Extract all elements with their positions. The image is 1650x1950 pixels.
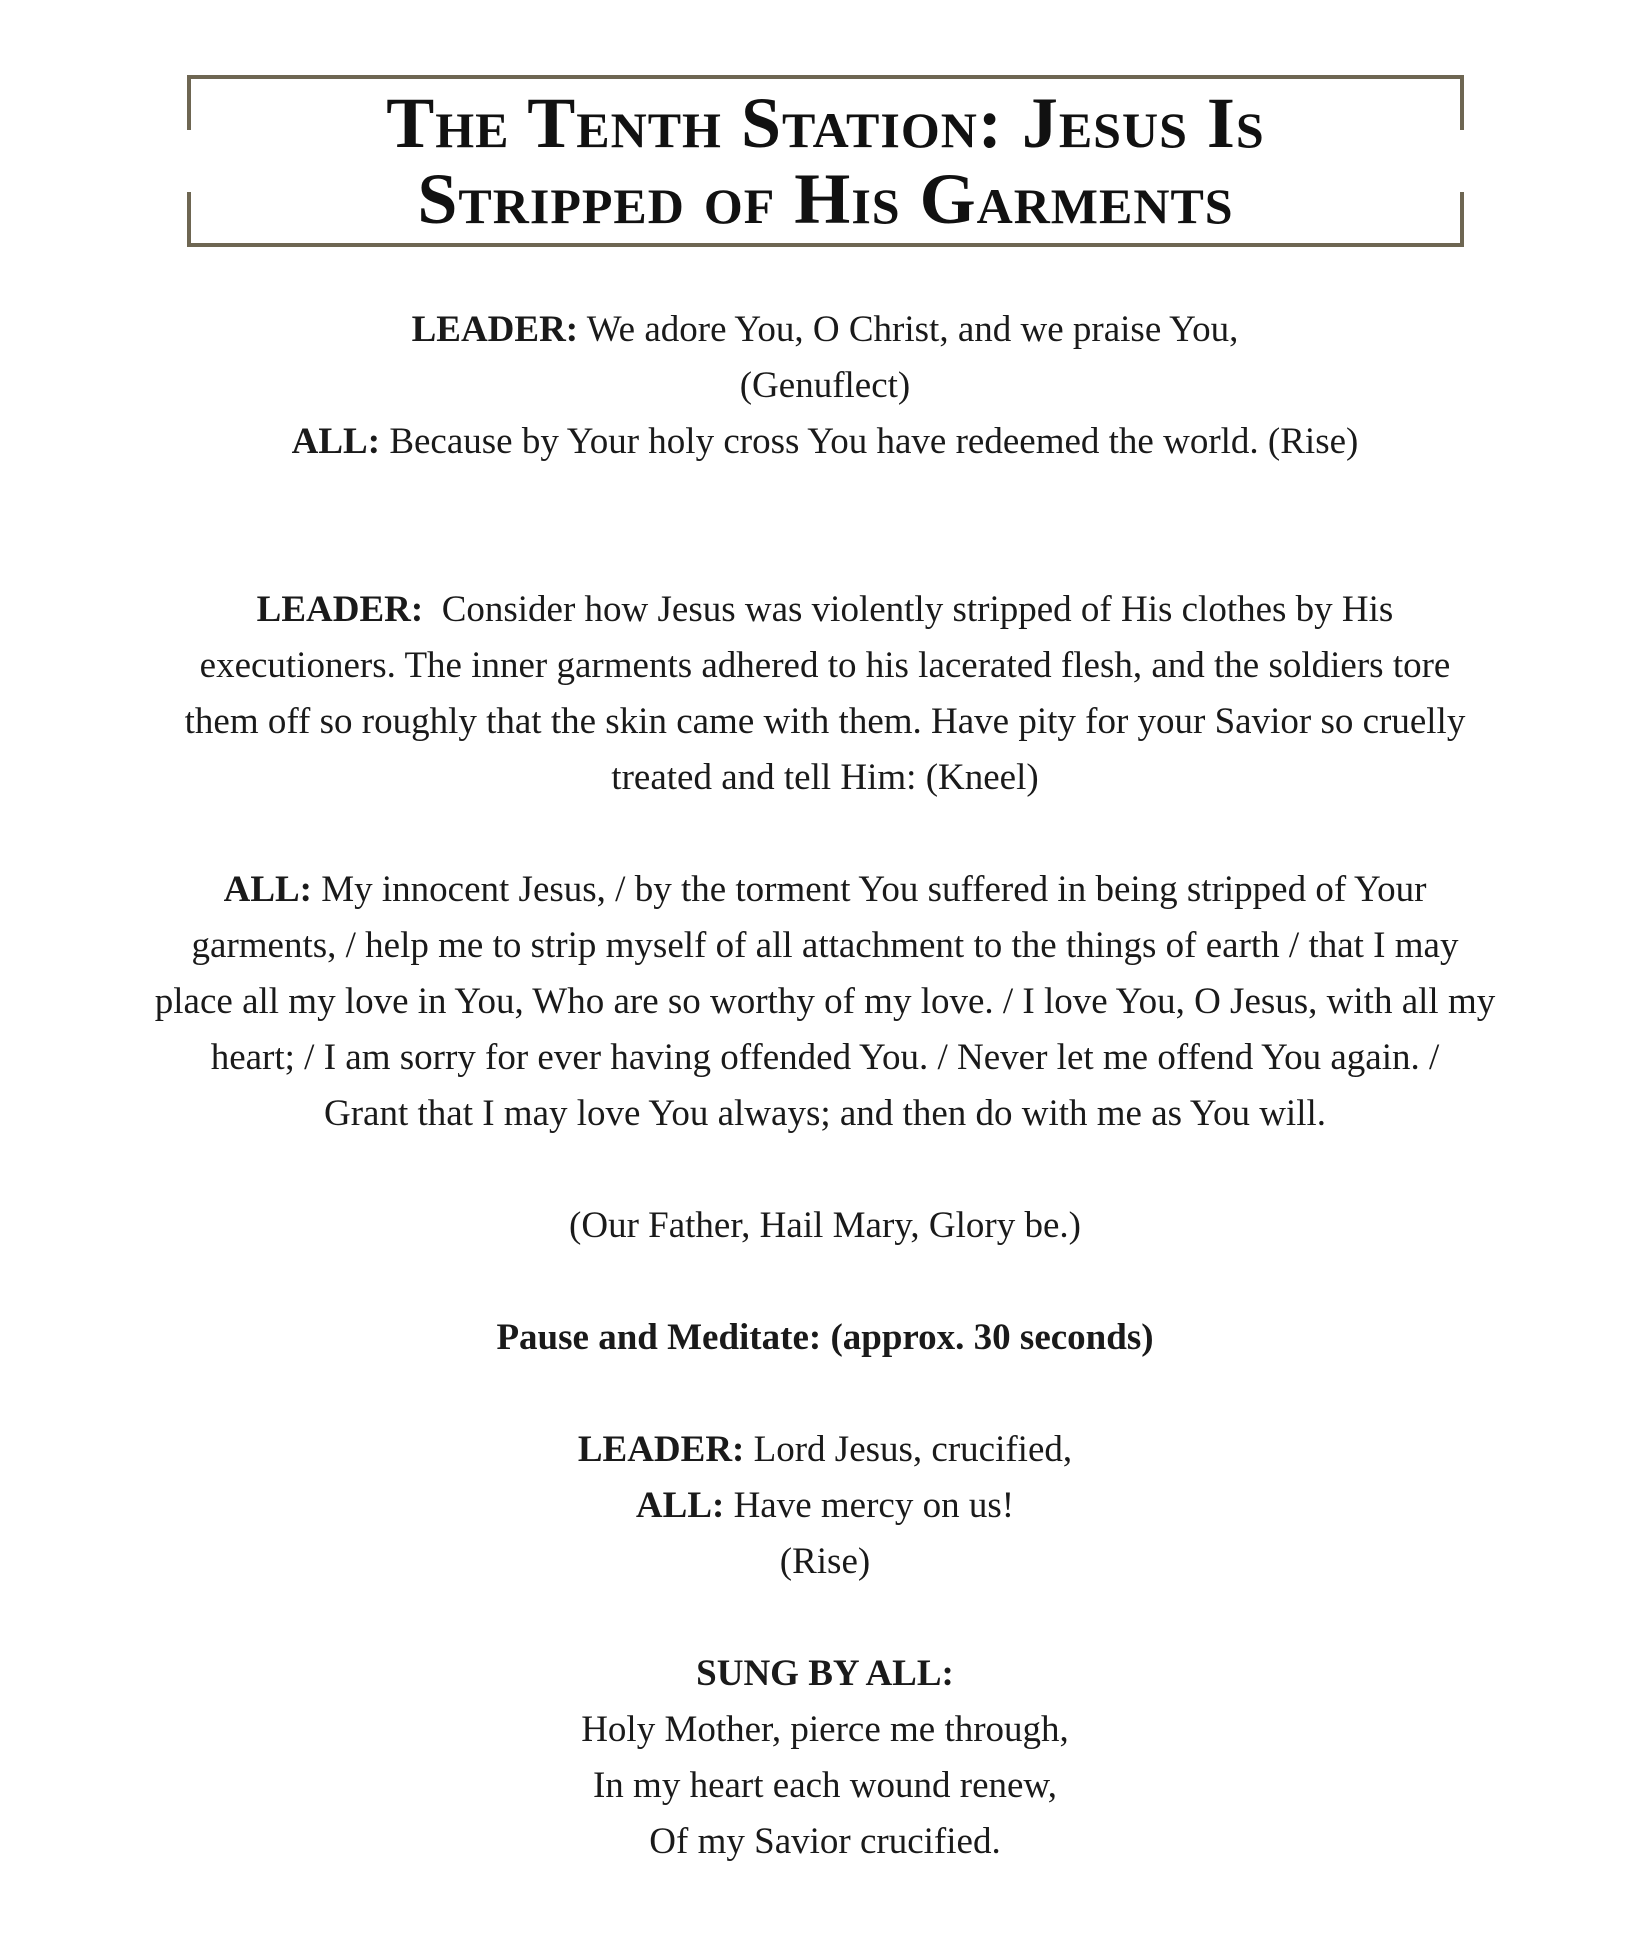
- spacer: [120, 1366, 1530, 1422]
- leader-label: LEADER:: [577, 1429, 745, 1470]
- opening-all-text: Because by Your holy cross You have redeemed the world. (Rise): [380, 421, 1359, 462]
- prayer-text: My innocent Jesus, / by the torment You suffered in being stripped of Your: [312, 869, 1427, 910]
- meditation-text: Consider how Jesus was violently stripped of His clothes by His: [423, 589, 1394, 630]
- frame-top-border: [187, 75, 1464, 79]
- hymn-line: In my heart each wound renew,: [592, 1765, 1058, 1806]
- document-body: [120, 302, 1530, 1870]
- meditation-line: [120, 582, 1530, 638]
- prayer-paragraph: [120, 862, 1530, 1142]
- closing-all-text: Have mercy on us!: [724, 1485, 1015, 1526]
- meditation-line: them off so roughly that the skin came with them. Have pity for your Savior so cruelly: [184, 701, 1466, 742]
- all-label: ALL:: [635, 1485, 725, 1526]
- prayer-line: heart; / I am sorry for ever having offended You. / Never let me offend You again. /: [210, 1037, 1440, 1078]
- closing-leader-line: [120, 1422, 1530, 1478]
- frame-bottom-border: [187, 243, 1464, 247]
- rise-instruction: (Rise): [779, 1541, 871, 1582]
- spacer: [120, 1142, 1530, 1198]
- prayer-line: garments, / help me to strip myself of all attachment to the things of earth / that I may: [191, 925, 1459, 966]
- spacer: [120, 1590, 1530, 1646]
- opening-versicle: [120, 302, 1530, 470]
- closing-all-line: [120, 1478, 1530, 1534]
- all-label: ALL:: [291, 421, 381, 462]
- hymn: [120, 1646, 1530, 1870]
- hymn-line: Of my Savior crucified.: [649, 1821, 1001, 1862]
- closing-leader-text: Lord Jesus, crucified,: [744, 1429, 1073, 1470]
- prayers-note: (Our Father, Hail Mary, Glory be.): [569, 1205, 1081, 1246]
- page-title: [187, 85, 1464, 237]
- hymn-line: Holy Mother, pierce me through,: [581, 1709, 1069, 1750]
- title-frame: [187, 75, 1464, 247]
- spacer: [120, 1254, 1530, 1310]
- prayer-line: [120, 862, 1530, 918]
- hymn-heading: SUNG BY ALL:: [696, 1653, 954, 1694]
- meditation-paragraph: [120, 582, 1530, 806]
- meditation-line: treated and tell Him: (Kneel): [611, 757, 1039, 798]
- genuflect-instruction: (Genuflect): [739, 365, 911, 406]
- prayer-line: place all my love in You, Who are so worthy of my love. / I love You, O Jesus, with all my: [154, 981, 1496, 1022]
- prayer-line: Grant that I may love You always; and then do with me as You will.: [324, 1093, 1326, 1134]
- leader-label: LEADER:: [411, 309, 579, 350]
- opening-leader-text: We adore You, O Christ, and we praise You,: [578, 309, 1239, 350]
- spacer: [120, 470, 1530, 582]
- pause-instruction: Pause and Meditate: (approx. 30 seconds): [496, 1317, 1154, 1358]
- opening-all-line: [120, 414, 1530, 470]
- spacer: [120, 806, 1530, 862]
- title-line-1: The Tenth Station: Jesus Is: [386, 83, 1265, 163]
- leader-label: LEADER:: [256, 589, 424, 630]
- title-line-2: Stripped of His Garments: [417, 159, 1234, 239]
- all-label: ALL:: [223, 869, 312, 910]
- opening-leader-line: [120, 302, 1530, 358]
- closing-versicle: [120, 1422, 1530, 1590]
- meditation-line: executioners. The inner garments adhered to his lacerated flesh, and the soldiers tore: [199, 645, 1451, 686]
